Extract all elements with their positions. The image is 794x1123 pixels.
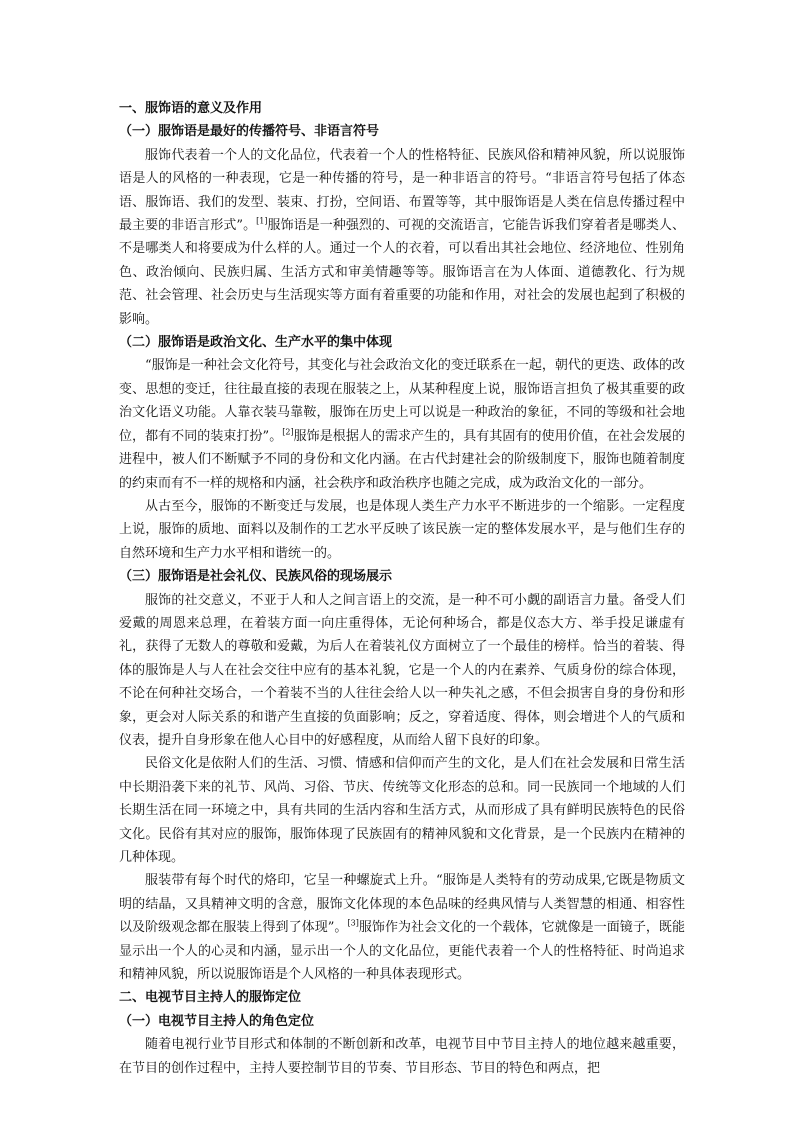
citation-ref: [3] <box>347 918 359 928</box>
section-heading: 二、电视节目主持人的服饰定位 <box>119 990 302 1006</box>
paragraph-text: “服饰是一种社会文化符号，其变化与社会政治文化的变迁联系在一起，朝代的更迭、政体的改变、思想的变迁，往往最直接的表现在服装之上，从某种程度上说，服饰语言担负了极其重要的政治文化语义功能。人靠衣装马靠鞍，服饰在历史上可以说是一种政治的象征，不同的等级和社会地位，都有不同的装束打扮”。 <box>119 358 685 444</box>
paragraph <box>119 589 685 753</box>
paragraph-text: 服饰语是一种强烈的、可视的交流语言，它能告诉我们穿着者是哪类人、不是哪类人和将要成为什么样的人。通过一个人的衣着，可以看出其社会地位、经济地位、性别角色、政治倾向、民族归属、生活方式和审美情趣等等。服饰语言在为人体面、道德教化、行为规范、社会管理、社会历史与生活现实等方面有着重要的功能和作用，对社会的发展也起到了积极的影响。 <box>119 218 685 327</box>
paragraph-text: 服装带有每个时代的烙印，它呈一种螺旋式上升。“服饰是人类特有的劳动成果,它既是物质文明的结晶，又具精神文明的含意，服饰文化体现的本色品味的经典风情与人类智慧的相通、相容性以及阶级观念都在服装上得到了体现”。 <box>119 873 685 936</box>
paragraph-text: 服饰作为社会文化的一个载体，它就像是一面镜子，既能显示出一个人的心灵和内涵，显示出一个人的文化品位，更能代表着一个人的性格特征、时尚追求和精神风貌，所以说服饰语是个人风格的一种具体表现形式。 <box>119 920 685 983</box>
paragraph <box>119 144 685 331</box>
subsection-heading: （一）服饰语是最好的传播符号、非语言符号 <box>119 124 380 140</box>
citation-ref: [1] <box>256 216 268 226</box>
paragraph-text: 民俗文化是依附人们的生活、习惯、情感和信仰而产生的文化，是人们在社会发展和日常生活中长期沿袭下来的礼节、风尚、习俗、节庆、传统等文化形态的总和。同一民族同一个地域的人们长期生活在同一环境之中，具有共同的生活内容和生活方式，从而形成了具有鲜明民族特色的民俗文化。民俗有其对应的服饰，服饰体现了民族固有的精神风貌和文化背景，是一个民族内在精神的几种体现。 <box>119 756 685 865</box>
subsection-heading: （一）电视节目主持人的角色定位 <box>119 1013 315 1029</box>
paragraph-text: 服饰是根据人的需求产生的，具有其固有的使用价值，在社会发展的进程中，被人们不断赋予不同的身份和文化内涵。在古代封建社会的阶级制度下，服饰也随着制度的约束而有不一样的规格和内涵，社会秩序和政治秩序也随之完成，成为政治文化的一部分。 <box>119 428 685 491</box>
subsection-heading: （二）服饰语是政治文化、生产水平的集中体现 <box>119 335 393 351</box>
paragraph-text: 随着电视行业节目形式和体制的不断创新和改革，电视节目中节目主持人的地位越来越重要，在节目的创作过程中，主持人要控制节目的节奏、节目形态、节目的特色和两点，把 <box>119 1037 685 1076</box>
section-heading: 一、服饰语的意义及作用 <box>119 101 263 116</box>
paragraph <box>119 869 685 986</box>
paragraph-text: 从古至今，服饰的不断变迁与发展，也是体现人类生产力水平不断进步的一个缩影。一定程度上说，服饰的质地、面料以及制作的工艺水平反映了该民族一定的整体发展水平，是与他们生存的自然环境和生产力水平相和谐统一的。 <box>119 498 685 561</box>
citation-ref: [2] <box>282 427 294 437</box>
paragraph-text: 服饰的社交意义，不亚于人和人之间言语上的交流，是一种不可小觑的副语言力量。备受人们爱戴的周恩来总理，在着装方面一向庄重得体，无论何种场合，都是仪态大方、举手投足谦虚有礼，获得了无数人的尊敬和爱戴，为后人在着装礼仪方面树立了一个最佳的榜样。恰当的着装、得体的服饰是人与人在社会交往中应有的基本礼貌，它是一个人的内在素养、气质身份的综合体现，不论在何种社交场合，一个着装不当的人往往会给人以一种失礼之感，不但会损害自身的身份和形象，更会对人际关系的和谐产生直接的负面影响；反之，穿着适度、得体，则会增进个人的气质和仪表，提升自身形象在他人心目中的好感程度，从而给人留下良好的印象。 <box>119 592 685 748</box>
subsection-heading: （三）服饰语是社会礼仪、民族风俗的现场展示 <box>119 569 393 585</box>
paragraph <box>119 1033 685 1080</box>
paragraph <box>119 495 685 565</box>
paragraph-text: 服饰代表着一个人的文化品位，代表着一个人的性格特征、民族风俗和精神风貌，所以说服饰语是人的风格的一种表现，它是一种传播的符号，是一种非语言的符号。“非语言符号包括了体态语、服饰语、我们的发型、装束、打扮，空间语、布置等等，其中服饰语是人类在信息传播过程中最主要的非语言形式”。 <box>119 147 685 234</box>
document-page <box>119 97 685 1080</box>
paragraph <box>119 752 685 869</box>
paragraph <box>119 354 685 494</box>
